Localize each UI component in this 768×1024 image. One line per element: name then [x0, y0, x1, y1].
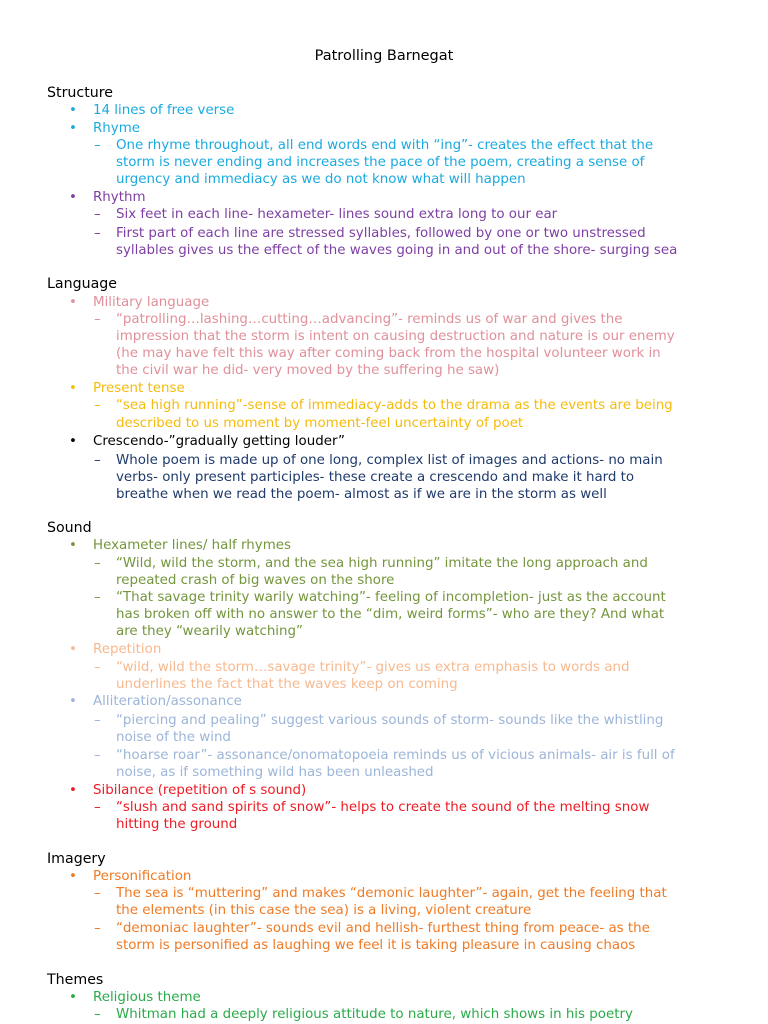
sound-item-3-sub-2-line-1: “hoarse roar”- assonance/onomatopoeia reminds us of vicious animals- air is full of — [116, 748, 675, 763]
language-item-1-sub-1-line-1: “patrolling…lashing…cutting…advancing”- reminds us of war and gives the — [116, 312, 623, 327]
language-item-3: Crescendo-”gradually getting louder” — [93, 434, 345, 449]
language-item-2-sub-1-line-2: described to us moment by moment-feel uncertainty of poet — [116, 416, 524, 431]
structure-item-3-sub-2-line-1: First part of each line are stressed syllables, followed by one or two unstressed — [116, 226, 646, 241]
bullet: • — [69, 103, 77, 118]
sound-item-1-sub-2-line-1: “That savage trinity warily watching”- feeling of incompletion- just as the account — [116, 590, 666, 605]
structure-item-3-sub-1-line-1: Six feet in each line- hexameter- lines sound extra long to our ear — [116, 207, 558, 222]
language-item-3-sub-1-line-1: Whole poem is made up of one long, complex list of images and actions- no main — [116, 453, 663, 468]
sound-item-3-sub-2-line-2: noise, as if something wild has been unleashed — [116, 765, 434, 780]
imagery-item-1: Personification — [93, 869, 192, 884]
dash: – — [94, 800, 101, 815]
dash: – — [94, 886, 101, 901]
section-heading-imagery: Imagery — [47, 851, 106, 867]
dash: – — [94, 748, 101, 763]
language-item-3-sub-1-line-3: breathe when we read the poem- almost as if we are in the storm as well — [116, 487, 607, 502]
bullet: • — [69, 642, 77, 657]
sound-item-1-sub-1-line-1: “Wild, wild the storm, and the sea high running” imitate the long approach and — [116, 556, 648, 571]
structure-item-1: 14 lines of free verse — [93, 103, 235, 118]
dash: – — [94, 138, 101, 153]
sound-item-4-sub-1-line-2: hitting the ground — [116, 817, 238, 832]
sound-item-2-sub-1-line-2: underlines the fact that the waves keep on coming — [116, 677, 458, 692]
dash: – — [94, 312, 101, 327]
sound-item-1-sub-1-line-2: repeated crash of big waves on the shore — [116, 573, 395, 588]
sound-item-1-sub-2-line-2: has broken off with no answer to the “dim, weird forms”- who are they? And what — [116, 607, 665, 622]
bullet: • — [69, 538, 77, 553]
dash: – — [94, 398, 101, 413]
sound-item-2-sub-1-line-1: “wild, wild the storm…savage trinity”- gives us extra emphasis to words and — [116, 660, 630, 675]
dash: – — [94, 660, 101, 675]
sound-item-1-sub-2-line-3: are they “wearily watching” — [116, 624, 303, 639]
imagery-item-1-sub-2-line-1: “demoniac laughter”- sounds evil and hellish- furthest thing from peace- as the — [116, 921, 650, 936]
bullet: • — [69, 381, 77, 396]
sound-item-1: Hexameter lines/ half rhymes — [93, 538, 291, 553]
structure-item-2-sub-1-line-3: urgency and immediacy as we do not know what will happen — [116, 172, 526, 187]
sound-item-3-sub-1-line-1: “piercing and pealing” suggest various sounds of storm- sounds like the whistling — [116, 713, 664, 728]
sound-item-4: Sibilance (repetition of s sound) — [93, 783, 307, 798]
dash: – — [94, 226, 101, 241]
dash: – — [94, 590, 101, 605]
bullet: • — [69, 434, 77, 449]
dash: – — [94, 207, 101, 222]
structure-item-2-sub-1-line-2: storm is never ending and increases the pace of the poem, creating a sense of — [116, 155, 645, 170]
sound-item-2: Repetition — [93, 642, 162, 657]
bullet: • — [69, 869, 77, 884]
bullet: • — [69, 295, 77, 310]
section-heading-themes: Themes — [47, 972, 104, 988]
sound-item-3-sub-1-line-2: noise of the wind — [116, 730, 231, 745]
imagery-item-1-sub-1-line-2: the elements (in this case the sea) is a living, violent creature — [116, 903, 532, 918]
bullet: • — [69, 190, 77, 205]
structure-item-2-sub-1-line-1: One rhyme throughout, all end words end with “ing”- creates the effect that the — [116, 138, 654, 153]
structure-item-3: Rhythm — [93, 190, 146, 205]
language-item-2-sub-1-line-1: “sea high running”-sense of immediacy-adds to the drama as the events are being — [116, 398, 673, 413]
bullet: • — [69, 990, 77, 1005]
section-heading-sound: Sound — [47, 520, 92, 536]
section-heading-language: Language — [47, 276, 118, 292]
document-title: Patrolling Barnegat — [314, 48, 454, 64]
dash: – — [94, 556, 101, 571]
language-item-1-sub-1-line-2: impression that the storm is intent on causing destruction and nature is our enemy — [116, 329, 675, 344]
sound-item-4-sub-1-line-1: “slush and sand spirits of snow”- helps to create the sound of the melting snow — [116, 800, 650, 815]
dash: – — [94, 453, 101, 468]
sound-item-3: Alliteration/assonance — [93, 694, 242, 709]
imagery-item-1-sub-2-line-2: storm is personified as laughing we feel it is taking pleasure in causing chaos — [116, 938, 636, 953]
dash: – — [94, 921, 101, 936]
structure-item-2: Rhyme — [93, 121, 140, 136]
structure-item-3-sub-2-line-2: syllables gives us the effect of the waves going in and out of the shore- surging sea — [116, 243, 678, 258]
bullet: • — [69, 694, 77, 709]
dash: – — [94, 1007, 101, 1022]
section-heading-structure: Structure — [47, 85, 113, 101]
bullet: • — [69, 121, 77, 136]
dash: – — [94, 713, 101, 728]
themes-item-1-sub-1-line-1: Whitman had a deeply religious attitude to nature, which shows in his poetry — [116, 1007, 633, 1022]
language-item-2: Present tense — [93, 381, 185, 396]
bullet: • — [69, 783, 77, 798]
language-item-1-sub-1-line-4: the civil war he did- very moved by the suffering he saw) — [116, 363, 500, 378]
language-item-3-sub-1-line-2: verbs- only present participles- these create a crescendo and make it hard to — [116, 470, 635, 485]
language-item-1: Military language — [93, 295, 210, 310]
imagery-item-1-sub-1-line-1: The sea is “muttering” and makes “demonic laughter”- again, get the feeling that — [116, 886, 667, 901]
language-item-1-sub-1-line-3: (he may have felt this way after coming back from the hospital volunteer work in — [116, 346, 661, 361]
themes-item-1: Religious theme — [93, 990, 201, 1005]
